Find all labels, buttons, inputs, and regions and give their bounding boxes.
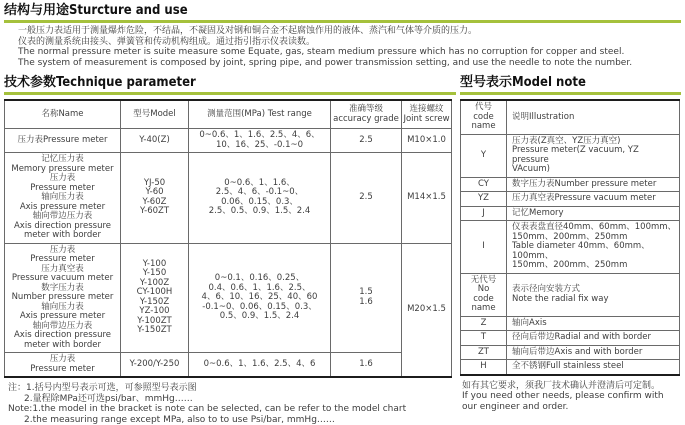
model-cell-line: YJ-50	[143, 177, 166, 188]
illustration-cell-line: 压力真空表Pressure vacuum meter	[512, 193, 656, 203]
structure-paragraph-line: The normal pressure meter is suite measure some Equate, gas, steam medium pressure which has no corruption for copper and steel.	[18, 47, 625, 57]
screw-cell-line: M20×1.5	[407, 304, 446, 314]
code-cell-line: name	[471, 303, 496, 313]
content-columns	[4, 75, 681, 425]
name-cell-line: 记忆压力表	[41, 154, 84, 164]
code-cell	[461, 316, 507, 331]
illustration-cell-line: 仪表表盘直径40mm、60mm、100mm、	[512, 222, 677, 232]
code-cell-line: Z	[480, 317, 487, 328]
range-cell-line: 0~0.6、1、1.6、2.5、4、6	[203, 358, 316, 369]
name-cell-line: Pressure meter	[30, 182, 95, 193]
header-accuracy-line: 准确等级	[348, 104, 383, 114]
range-cell-line: 0.4、0.6、1、1.6、2.5、	[208, 282, 311, 293]
model-note-footer-line: If you need other needs, please confirm with our engineer and order.	[462, 391, 664, 412]
name-cell	[5, 153, 121, 244]
illustration-cell	[507, 206, 680, 221]
range-cell-line: 4、6、10、16、25、40、60	[201, 292, 318, 302]
model-cell-line: Y-200/Y-250	[129, 358, 180, 369]
range-cell-line: 0.06、0.15、0.3、	[221, 196, 298, 207]
illustration-cell-line: 压力表(Z真空、YZ压力真空)	[512, 135, 621, 146]
code-cell	[461, 273, 507, 316]
structure-paragraph-line: 仪表的测量系统由接头、弹簧管和传动机构组成。通过指引指示仪表读数。	[18, 36, 316, 47]
screw-cell	[402, 153, 452, 244]
illustration-cell-line: 径向后带边Radial and with border	[512, 332, 651, 342]
illustration-cell	[507, 273, 680, 316]
name-cell-line: 轴向压力表	[41, 301, 84, 312]
header-code-line: name	[471, 121, 496, 131]
model-cell	[121, 129, 189, 153]
header-range-line: 测量范围(MPa) Test range	[207, 108, 312, 119]
screw-cell	[402, 243, 452, 377]
note-line: 2.the measuring range except MPa, also to to use Psi/bar, mmHg……	[24, 414, 335, 425]
code-cell-line: J	[482, 207, 485, 218]
model-note-table-row	[461, 134, 680, 177]
technique-table-row	[5, 153, 452, 244]
header-screw-line: 连接螺纹	[409, 104, 444, 114]
model-cell-line: Y-100ZT	[137, 315, 172, 326]
range-cell	[189, 243, 331, 353]
model-cell	[121, 153, 189, 244]
illustration-cell-line: 轴向Axis	[512, 317, 547, 328]
code-cell	[461, 331, 507, 346]
model-note-table-row	[461, 345, 680, 360]
range-cell-line: -0.1~0、0.06、0.15、0.3、	[202, 301, 317, 312]
illustration-cell	[507, 177, 680, 192]
header-range	[189, 100, 331, 129]
code-cell-line: Y	[480, 149, 487, 160]
model-note-table-row	[461, 177, 680, 192]
code-cell-line: I	[482, 241, 485, 251]
accuracy-cell-line: 1.6	[359, 296, 373, 307]
accuracy-cell	[331, 153, 402, 244]
technique-notes	[4, 383, 456, 425]
illustration-cell-line: Pressure meter(Z vacuum, YZ pressure	[512, 145, 639, 165]
illustration-cell	[507, 345, 680, 360]
name-cell	[5, 243, 121, 353]
technique-table-row	[5, 353, 452, 378]
screw-cell-line: M10×1.0	[407, 134, 446, 145]
model-cell	[121, 243, 189, 353]
code-cell	[461, 177, 507, 192]
name-cell-line: 数字压力表	[41, 282, 84, 293]
code-cell-line: code	[473, 293, 494, 304]
technique-header-row	[5, 100, 452, 129]
accuracy-cell-line: 2.5	[359, 192, 373, 202]
name-cell-line: meter with border	[23, 339, 102, 350]
structure-paragraph-line: The system of measurement is composed by joint, spring pipe, and power transmission setting, and use the needle to note the number.	[18, 57, 633, 68]
model-note-section	[460, 75, 681, 425]
name-cell-line: Number pressure meter	[11, 292, 114, 302]
technique-table-row	[5, 243, 452, 353]
structure-section-title: 结构与用途Sturcture and use	[4, 3, 188, 18]
range-cell	[189, 353, 331, 378]
range-cell-line: 2.5、0.5、0.9、1.5、2.4	[208, 206, 311, 217]
technique-section-underline	[4, 92, 456, 95]
header-accuracy-line: accuracy grade	[333, 113, 399, 124]
name-cell-line: Pressure meter	[30, 363, 95, 374]
header-screw-line: Joint screw	[403, 113, 450, 124]
name-cell	[5, 353, 121, 378]
code-cell-line: No	[477, 284, 490, 294]
model-note-table-row	[461, 206, 680, 221]
name-cell-line: Axis direction pressure	[13, 220, 111, 231]
structure-paragraphs	[4, 23, 681, 68]
model-note-footer-line: 如有其它要求，须我厂技术确认并澄清后可定制。	[462, 380, 661, 391]
header-model-line: 型号Model	[133, 108, 176, 119]
name-cell-line: 轴向压力表	[41, 192, 84, 202]
model-note-section-underline	[460, 92, 681, 95]
model-note-table-row	[461, 331, 680, 346]
code-cell-line: H	[480, 361, 487, 371]
model-note-table	[460, 99, 680, 376]
range-cell-line: 0~0.6、1、1.6、	[224, 177, 295, 188]
illustration-cell	[507, 221, 680, 274]
model-note-header-row	[461, 100, 680, 134]
code-cell	[461, 345, 507, 360]
model-cell-line: Y-150Z	[139, 296, 170, 307]
accuracy-cell-line: 2.5	[359, 134, 373, 145]
technique-section-title: 技术参数Technique parameter	[4, 75, 196, 90]
model-cell	[121, 353, 189, 378]
code-cell-line: 无代号	[470, 274, 497, 285]
code-cell	[461, 134, 507, 177]
model-note-table-row	[461, 360, 680, 375]
code-cell	[461, 192, 507, 207]
illustration-cell	[507, 134, 680, 177]
code-cell-line: CY	[478, 178, 489, 189]
range-cell-line: 0~0.6、1、1.6、2.5、4、6、	[199, 130, 320, 140]
illustration-cell-line: 数字压力表Number pressure meter	[512, 178, 657, 189]
range-cell	[189, 153, 331, 244]
accuracy-cell	[331, 243, 402, 353]
name-cell-line: Axis pressure meter	[19, 311, 106, 321]
technique-section	[4, 75, 456, 425]
model-cell-line: Y-40(Z)	[139, 134, 170, 145]
model-cell-line: Y-100Z	[139, 277, 170, 288]
code-cell	[461, 206, 507, 221]
name-cell-line: Memory pressure meter	[11, 163, 114, 174]
name-cell-line: 轴向带边压力表	[32, 211, 93, 221]
name-cell	[5, 129, 121, 153]
name-cell-line: Pressure meter	[30, 254, 95, 264]
illustration-cell-line: 全不锈钢Full stainless steel	[512, 361, 624, 371]
name-cell-line: Pressure vacuum meter	[11, 273, 114, 283]
note-line: Note:1.the model in the bracket is note can be selected, can be refer to the model chart	[8, 404, 407, 414]
technique-table-row	[5, 129, 452, 153]
illustration-cell-line: 轴向后带边Axis and with border	[512, 346, 643, 357]
illustration-cell	[507, 316, 680, 331]
model-note-footer	[460, 381, 681, 413]
name-cell-line: Axis direction pressure	[13, 330, 111, 340]
model-note-table-row	[461, 221, 680, 274]
code-cell-line: ZT	[477, 346, 489, 357]
note-line: 注：1.括号内型号表示可选，可参照型号表示图	[8, 383, 197, 393]
name-cell-line: Axis pressure meter	[19, 201, 106, 212]
range-cell-line: 2.5、4、6、-0.1~0、	[215, 187, 304, 198]
code-cell-line: YZ	[477, 193, 489, 203]
header-name	[5, 100, 121, 129]
header-illustration	[507, 100, 680, 134]
model-cell-line: CY-100H	[136, 287, 173, 298]
header-code-line: 代号	[474, 102, 492, 112]
range-cell-line: 0~0.1、0.16、0.25、	[214, 273, 305, 283]
illustration-cell-line: VAcuum)	[512, 164, 550, 174]
model-cell-line: Y-60ZT	[139, 206, 170, 217]
name-cell-line: 压力表	[49, 173, 76, 183]
accuracy-cell-line: 1.5	[359, 287, 373, 298]
name-cell-line: 压力真空表	[41, 263, 84, 274]
structure-section	[4, 3, 681, 68]
accuracy-cell	[331, 353, 402, 378]
model-cell-line: Y-150ZT	[137, 325, 172, 336]
screw-cell	[402, 129, 452, 153]
model-note-section-title: 型号表示Model note	[460, 75, 586, 90]
name-cell-line: 轴向带边压力表	[32, 320, 93, 331]
header-model	[121, 100, 189, 129]
code-cell-line: T	[480, 332, 487, 342]
illustration-cell-line: 150mm、200mm、250mm	[512, 260, 628, 270]
name-cell-line: meter with border	[23, 230, 102, 240]
name-cell-line: 压力表	[49, 354, 76, 364]
code-cell	[461, 221, 507, 274]
accuracy-cell-line: 1.6	[359, 358, 373, 369]
header-accuracy	[331, 100, 402, 129]
model-cell-line: Y-60	[145, 187, 164, 198]
screw-cell-line: M14×1.5	[407, 192, 446, 202]
model-cell-line: Y-100	[142, 258, 167, 269]
name-cell-line: 压力表Pressure meter	[17, 134, 108, 145]
model-note-table-row	[461, 316, 680, 331]
illustration-cell-line: Note the radial fix way	[512, 293, 609, 304]
illustration-cell	[507, 360, 680, 375]
note-line: 2.量程除MPa还可选psi/bar、mmHg……	[24, 393, 193, 404]
illustration-cell-line: Table diameter 40mm、60mm、100mm、	[512, 241, 650, 261]
model-cell-line: YZ-100	[139, 306, 170, 317]
accuracy-cell	[331, 129, 402, 153]
header-name-line: 名称Name	[41, 108, 84, 119]
model-note-table-row	[461, 273, 680, 316]
structure-paragraph-line: 一般压力表适用于测量爆炸危险，不结晶，不凝固及对钢和铜合金不起腐蚀作用的液体、蒸汽和气体等介质的压力。	[18, 26, 478, 36]
name-cell-line: 压力表	[49, 244, 76, 255]
range-cell-line: 0.5、0.9、1.5、2.4	[219, 311, 300, 321]
illustration-cell-line: 记忆Memory	[512, 207, 564, 218]
header-code	[461, 100, 507, 134]
code-cell	[461, 360, 507, 375]
illustration-cell	[507, 192, 680, 207]
model-cell-line: Y-150	[142, 268, 167, 279]
header-illustration-line: 说明Illustration	[512, 111, 575, 122]
illustration-cell-line: 表示径向安装方式	[512, 284, 581, 294]
model-note-table-row	[461, 192, 680, 207]
model-cell-line: Y-60Z	[142, 196, 167, 207]
range-cell	[189, 129, 331, 153]
range-cell-line: 10、16、25、-0.1~0	[215, 139, 304, 150]
header-code-line: code	[473, 111, 494, 122]
technique-table	[4, 99, 452, 378]
illustration-cell-line: 150mm、200mm、250mm	[512, 231, 628, 242]
header-screw	[402, 100, 452, 129]
illustration-cell	[507, 331, 680, 346]
